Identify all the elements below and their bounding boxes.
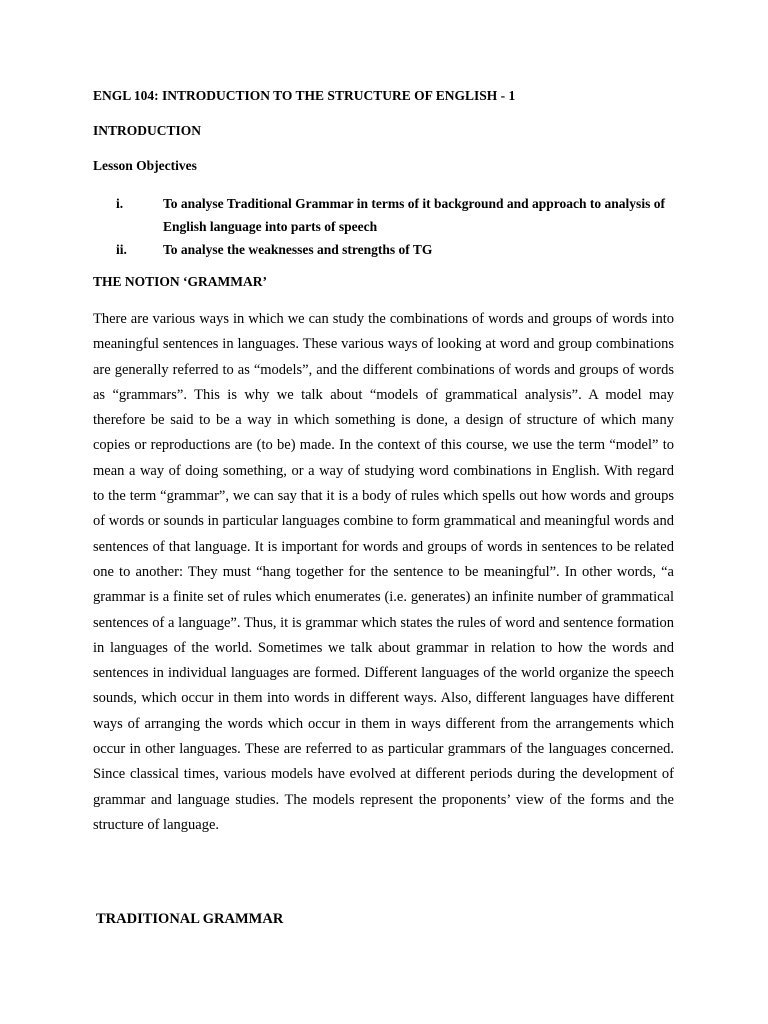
notion-grammar-paragraph: There are various ways in which we can study the combinations of words and groups of words into meaningful sentences in languages. These various ways of looking at word and group combinations are generally referred to as “models”, and the different combinations of words and groups of words as “grammars”. This is why we talk about “models of grammatical analysis”. A model may therefore be said to be a way in which something is done, a design of structure of which many copies or reproductions are (to be) made. In the context of this course, we use the term “model” to mean a way of doing something, or a way of studying word combinations in English. With regard to the term “grammar”, we can say that it is a body of rules which spells out how words and groups of words or sounds in particular languages combine to form grammatical and meaningful words and sentences of that language. It is important for words and groups of words in sentences to be related one to another: They must “hang together for the sentence to be meaningful”. In other words, “a grammar is a finite set of rules which enumerates (i.e. generates) an infinite number of grammatical sentences of a language”. Thus, it is grammar which states the rules of word and sentence formation in languages of the world. Sometimes we talk about grammar in relation to how the words and sentences in individual languages are formed. Different languages of the world organize the speech sounds, which occur in them into words in different ways. Also, different languages have different ways of arranging the words which occur in them in ways different from the arrangements which occur in other languages. These are referred to as particular grammars of the languages concerned. Since classical times, various models have evolved at different periods during the development of grammar and language studies. The models represent the proponents’ view of the forms and the structure of language. bbox=[93, 311, 674, 833]
objective-number: i. bbox=[116, 196, 124, 211]
objective-item bbox=[93, 238, 673, 261]
course-title: ENGL 104: INTRODUCTION TO THE STRUCTURE OF ENGLISH - 1 bbox=[93, 88, 516, 103]
objective-text: To analyse Traditional Grammar in terms of it background and approach to analysis of English language into parts of speech bbox=[163, 196, 665, 234]
notion-grammar-heading: THE NOTION ‘GRAMMAR’ bbox=[93, 274, 267, 289]
objective-item bbox=[93, 192, 673, 238]
lesson-objectives-heading: Lesson Objectives bbox=[93, 158, 197, 173]
section-heading-introduction: INTRODUCTION bbox=[93, 123, 202, 138]
objectives-list bbox=[93, 192, 673, 261]
objective-text: To analyse the weaknesses and strengths of TG bbox=[163, 242, 433, 257]
objective-number: ii. bbox=[116, 242, 127, 257]
traditional-grammar-heading: TRADITIONAL GRAMMAR bbox=[96, 911, 284, 927]
